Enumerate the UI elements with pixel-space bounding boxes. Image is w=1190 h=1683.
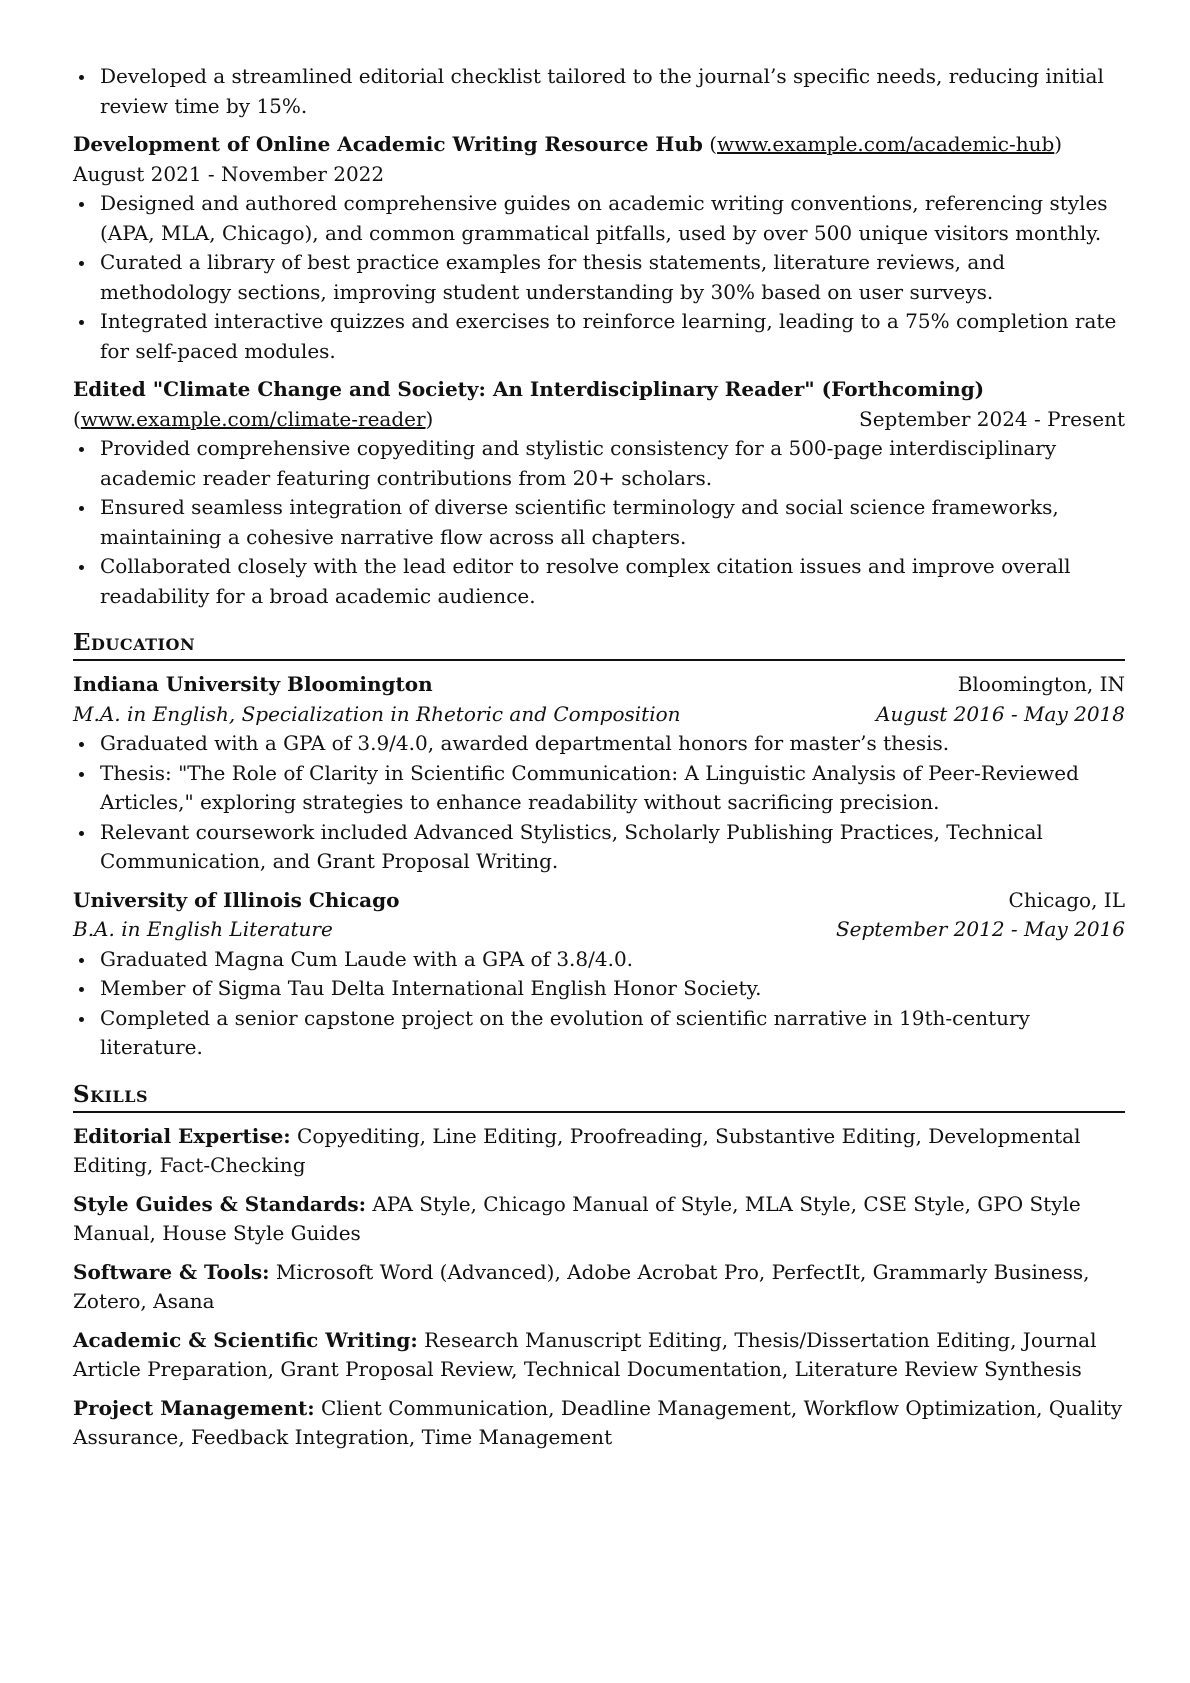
bullet-item: Thesis: "The Role of Clarity in Scientific Communication: A Linguistic Analysis of Peer-Reviewed Articles," exploring strategies to enhance readability without sacrificing precision. xyxy=(73,759,1125,818)
skill-label: Editorial Expertise: xyxy=(73,1123,291,1148)
degree-row xyxy=(73,700,1125,730)
skill-item-editorial xyxy=(73,1122,1125,1181)
project-bullets xyxy=(73,189,1125,366)
resume-page xyxy=(73,62,1125,1453)
project-dates: August 2021 - November 2022 xyxy=(73,161,385,186)
bullet-item: Integrated interactive quizzes and exercises to reinforce learning, leading to a 75% completion rate for self-paced modules. xyxy=(73,307,1125,366)
project-title-line: Development of Online Academic Writing Resource Hub (www.example.com/academic-hub) August 2021 - November 2022 xyxy=(73,132,1063,186)
skill-text: Copyediting, Line Editing, Proofreading, Substantive Editing, Developmental Editing, Fact-Checking xyxy=(73,1123,1081,1177)
section-heading-education: Education xyxy=(73,627,1125,661)
school-row xyxy=(73,670,1125,700)
project-entry-academic-hub xyxy=(73,130,1125,366)
bullet-item: Curated a library of best practice examples for thesis statements, literature reviews, and methodology sections, improving student understanding by 30% based on user surveys. xyxy=(73,248,1125,307)
school-row xyxy=(73,886,1125,916)
bullet-item: Relevant coursework included Advanced Stylistics, Scholarly Publishing Practices, Technical Communication, and Grant Proposal Writing. xyxy=(73,818,1125,877)
bullet-item: Completed a senior capstone project on the evolution of scientific narrative in 19th-century literature. xyxy=(73,1004,1125,1063)
project-title: Edited "Climate Change and Society: An Interdisciplinary Reader" (Forthcoming) xyxy=(73,377,985,401)
previous-entry-bullets xyxy=(73,62,1125,121)
education-bullets xyxy=(73,729,1125,877)
project-link[interactable]: www.example.com/climate-reader xyxy=(80,406,426,431)
school-location: Chicago, IL xyxy=(1008,887,1125,912)
project-link[interactable]: www.example.com/academic-hub xyxy=(717,132,1055,156)
bullet-item: Provided comprehensive copyediting and stylistic consistency for a 500-page interdisciplinary academic reader featuring contributions from 20+ scholars. xyxy=(73,434,1125,493)
bullet-item: Member of Sigma Tau Delta International English Honor Society. xyxy=(73,974,1125,1004)
bullet-item: Graduated with a GPA of 3.9/4.0, awarded departmental honors for master’s thesis. xyxy=(73,729,1125,759)
degree: B.A. in English Literature xyxy=(73,917,333,941)
skill-label: Software & Tools: xyxy=(73,1259,270,1284)
skill-item-style-guides xyxy=(73,1190,1125,1249)
skill-text: Research Manuscript Editing, Thesis/Dissertation Editing, Journal Article Preparation, Grant Proposal Review, Technical Documentation, Literature Review Synthesis xyxy=(73,1327,1097,1381)
skill-item-academic-writing xyxy=(73,1326,1125,1385)
degree: M.A. in English, Specialization in Rhetoric and Composition xyxy=(73,701,681,726)
skill-text: APA Style, Chicago Manual of Style, MLA Style, CSE Style, GPO Style Manual, House Style Guides xyxy=(73,1191,1081,1245)
school-name: Indiana University Bloomington xyxy=(73,672,433,696)
project-title: Development of Online Academic Writing Resource Hub xyxy=(73,132,703,156)
school-name: University of Illinois Chicago xyxy=(73,887,400,912)
project-title-line xyxy=(73,375,1125,405)
skill-label: Style Guides & Standards: xyxy=(73,1191,367,1216)
education-entry-uic xyxy=(73,886,1125,1063)
skill-item-software xyxy=(73,1258,1125,1317)
bullet-item: Developed a streamlined editorial checklist tailored to the journal’s specific needs, reducing initial review time by 15%. xyxy=(73,62,1125,121)
section-heading-skills: Skills xyxy=(73,1079,1125,1113)
skill-text: Microsoft Word (Advanced), Adobe Acrobat Pro, PerfectIt, Grammarly Business, Zotero, Asana xyxy=(73,1259,1090,1313)
project-entry-climate-reader xyxy=(73,375,1125,611)
skill-label: Academic & Scientific Writing: xyxy=(73,1327,418,1352)
skill-item-project-management xyxy=(73,1394,1125,1453)
skill-text: Client Communication, Deadline Management, Workflow Optimization, Quality Assurance, Feedback Integration, Time Management xyxy=(73,1395,1123,1449)
bullet-item: Designed and authored comprehensive guides on academic writing conventions, referencing styles (APA, MLA, Chicago), and common grammatical pitfalls, used by over 500 unique visitors monthly. xyxy=(73,189,1125,248)
school-location: Bloomington, IN xyxy=(957,672,1125,696)
project-dates: September 2024 - Present xyxy=(859,406,1125,431)
bullet-item: Collaborated closely with the lead editor to resolve complex citation issues and improve overall readability for a broad academic audience. xyxy=(73,552,1125,611)
education-entry-indiana xyxy=(73,670,1125,877)
bullet-item: Graduated Magna Cum Laude with a GPA of 3.8/4.0. xyxy=(73,945,1125,975)
degree-dates: August 2016 - May 2018 xyxy=(876,701,1125,726)
skill-label: Project Management: xyxy=(73,1395,315,1420)
degree-dates: September 2012 - May 2016 xyxy=(835,917,1125,941)
education-bullets xyxy=(73,945,1125,1063)
project-bullets xyxy=(73,434,1125,611)
degree-row xyxy=(73,915,1125,945)
project-link-row: (www.example.com/climate-reader) September 2024 - Present xyxy=(73,405,1125,435)
bullet-item: Ensured seamless integration of diverse scientific terminology and social science frameworks, maintaining a cohesive narrative flow across all chapters. xyxy=(73,493,1125,552)
